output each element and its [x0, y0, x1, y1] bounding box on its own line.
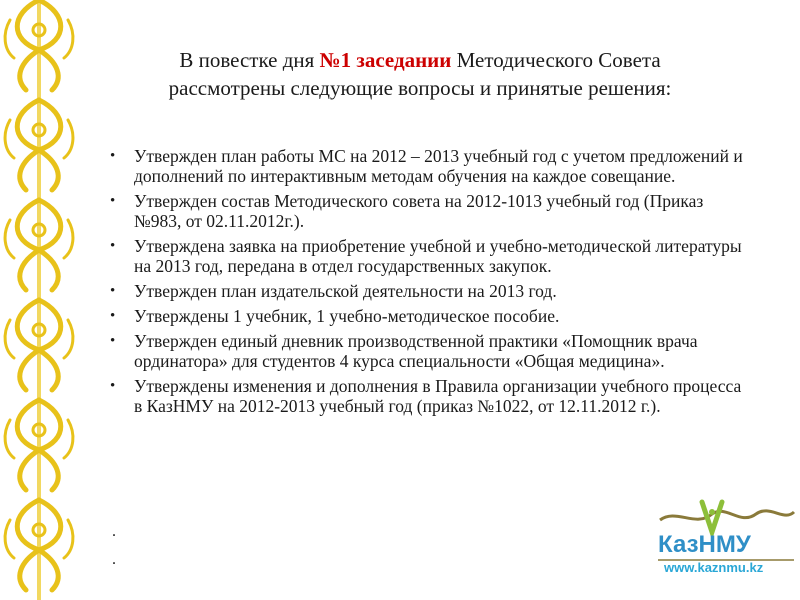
bullet-icon: •	[110, 378, 116, 394]
bullet-icon: •	[110, 238, 116, 254]
bullet-icon: •	[110, 333, 116, 349]
title-prefix: В повестке дня	[179, 48, 320, 72]
slide-title	[60, 46, 780, 102]
bullet-icon: •	[110, 308, 116, 324]
bullet-icon: •	[110, 193, 116, 209]
list-item: • Утверждена заявка на приобретение учебной и учебно-методической литературы на 2013 год, передана в отдел государственных закупок.	[110, 236, 742, 276]
list-item: • Утвержден план работы МС на 2012 – 2013 учебный год с учетом предложений и дополнений по интерактивным методам обучения на каждое совещание.	[110, 146, 743, 186]
bullet-icon: •	[110, 148, 116, 164]
decisions-list	[110, 146, 750, 421]
title-line2: рассмотрены следующие вопросы и принятые решения:	[168, 76, 672, 100]
title-accent: №1 заседании	[319, 48, 452, 72]
list-item: • Утверждены 1 учебник, 1 учебно-методическое пособие.	[110, 306, 560, 326]
trailing-dot: .	[112, 523, 116, 540]
title-suffix: Методического Совета	[451, 48, 661, 72]
list-item: • Утвержден состав Методического совета на 2012-1013 учебный год (Приказ №983, от 02.11.2012г.).	[110, 191, 704, 231]
logo-text: КазНМУ	[658, 531, 751, 558]
bullet-icon: •	[110, 283, 116, 299]
list-item: • Утвержден план издательской деятельности на 2013 год.	[110, 281, 557, 301]
trailing-dot: .	[112, 551, 116, 568]
list-item: • Утверждены изменения и дополнения в Правила организации учебного процесса в КазНМУ на 2012-2013 учебный год (приказ №1022, от 12.11.2012 г.).	[110, 376, 742, 416]
list-item: • Утвержден единый дневник производственной практики «Помощник врача ординатора» для студентов 4 курса специальности «Общая медицина».	[110, 331, 698, 371]
site-url: www.kaznmu.kz	[664, 560, 764, 575]
